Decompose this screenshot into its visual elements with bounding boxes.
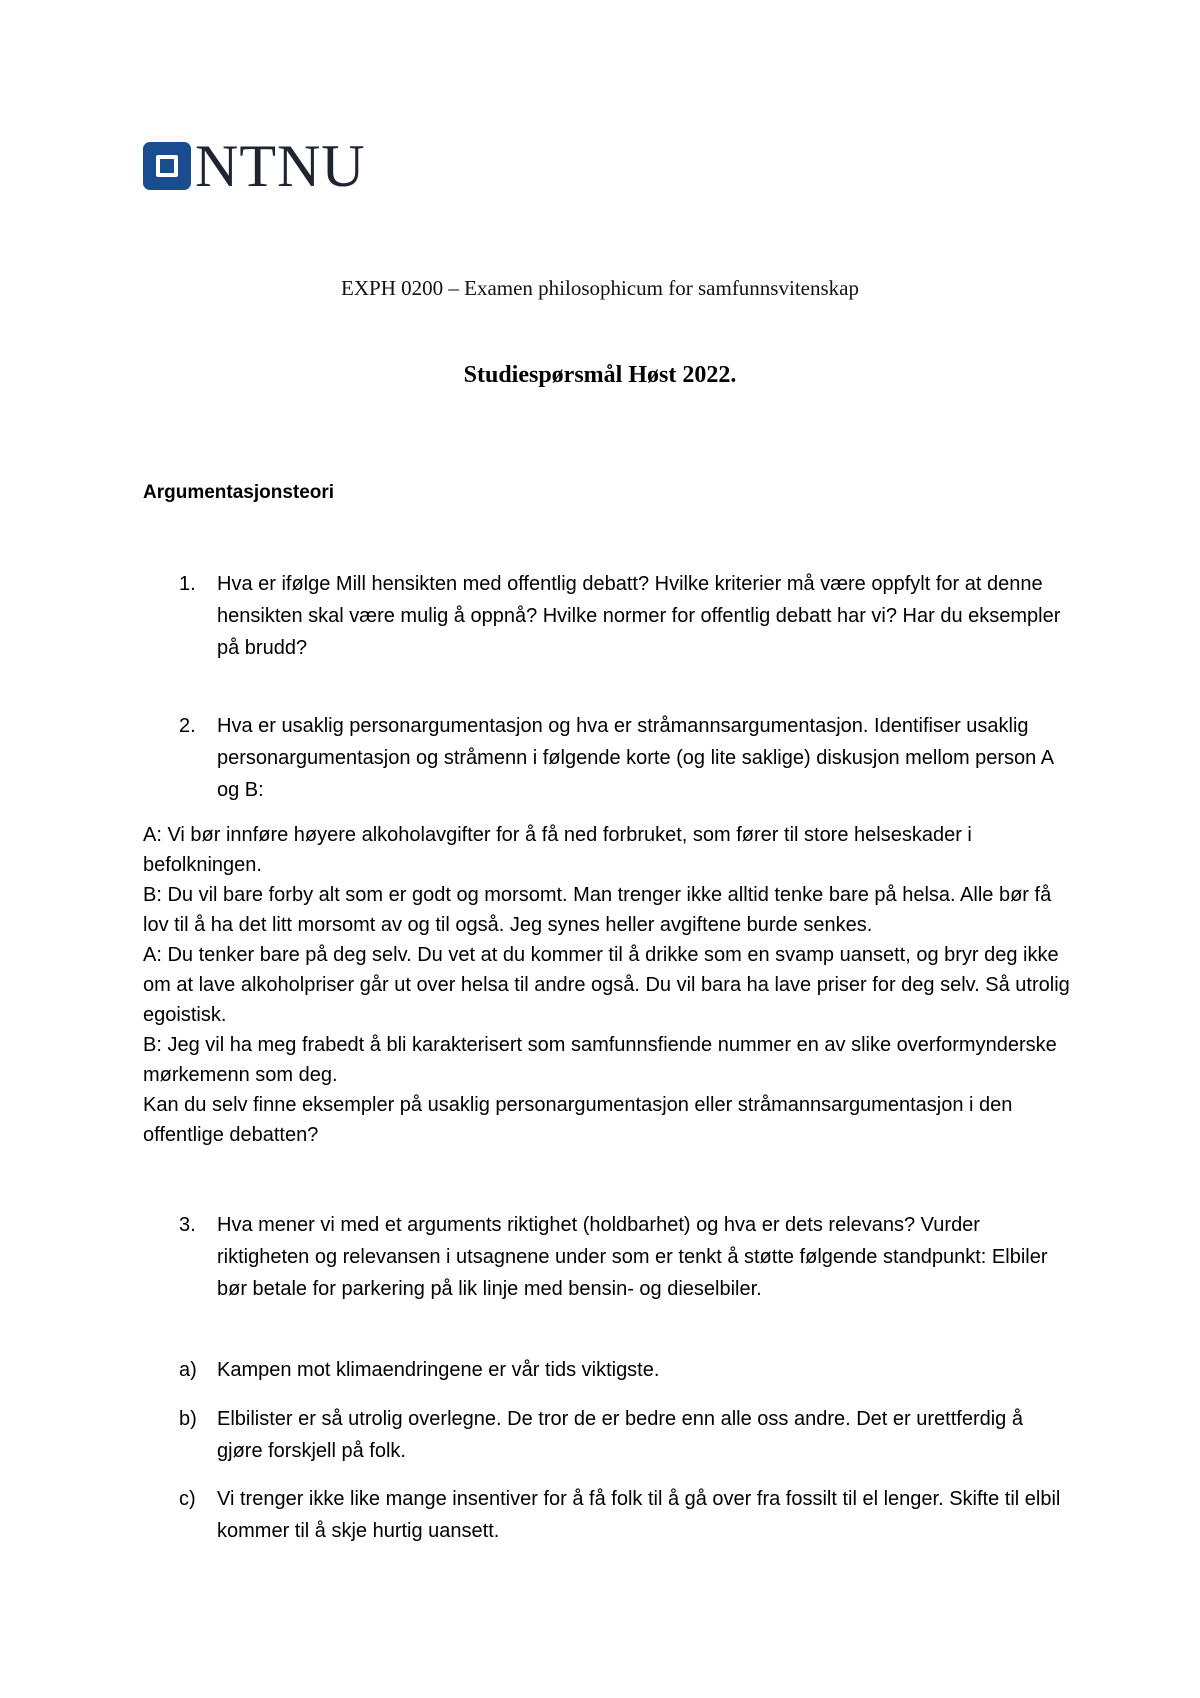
subitem-b <box>143 1403 1063 1467</box>
document-title: Studiespørsmål Høst 2022. <box>463 362 737 388</box>
question-3 <box>143 1209 1063 1305</box>
dialog-block <box>143 820 1073 1150</box>
dialog-line: B: Jeg vil ha meg frabedt å bli karakterisert som samfunnsfiende nummer en av slike overformynderske mørkemenn som deg. <box>143 1034 1057 1086</box>
subitem-text: Vi trenger ikke like mange insentiver for å få folk til å gå over fra fossilt til el lenger. Skifte til elbil kommer til å skje hurtig uansett. <box>217 1488 1061 1542</box>
question-text: Hva er ifølge Mill hensikten med offentlig debatt? Hvilke kriterier må være oppfylt for at denne hensikten skal være mulig å oppnå? Hvilke normer for offentlig debatt har vi? Har du eksempler på brudd? <box>217 573 1061 659</box>
subitem-text: Kampen mot klimaendringene er vår tids viktigste. <box>217 1359 660 1381</box>
question-number: 3. <box>179 1214 196 1236</box>
section-heading: Argumentasjonsteori <box>143 482 335 503</box>
subitem-text: Elbilister er så utrolig overlegne. De tror de er bedre enn alle oss andre. Det er urettferdig å gjøre forskjell på folk. <box>217 1408 1023 1462</box>
ntnu-logo-icon <box>143 142 191 190</box>
question-text: Hva er usaklig personargumentasjon og hva er stråmannsargumentasjon. Identifiser usaklig personargumentasjon og stråmenn i følgende korte (og lite saklige) diskusjon mellom person A og B: <box>217 715 1053 801</box>
subitem-c <box>143 1483 1063 1547</box>
course-title: EXPH 0200 – Examen philosophicum for samfunnsvitenskap <box>341 276 859 300</box>
subitem-label: a) <box>179 1359 197 1381</box>
question-number: 1. <box>179 573 196 595</box>
question-2 <box>143 710 1063 806</box>
question-1 <box>143 568 1063 664</box>
subitem-label: b) <box>179 1408 197 1430</box>
dialog-line: A: Vi bør innføre høyere alkoholavgifter for å få ned forbruket, som fører til store helseskader i befolkningen. <box>143 824 972 876</box>
logo-text: NTNU <box>195 133 366 199</box>
subitem-label: c) <box>179 1488 196 1510</box>
question-text: Hva mener vi med et arguments riktighet (holdbarhet) og hva er dets relevans? Vurder riktigheten og relevansen i utsagnene under som er tenkt å støtte følgende standpunkt: Elbiler bør betale for parkering på lik linje med bensin- og dieselbiler. <box>217 1214 1048 1300</box>
dialog-line: A: Du tenker bare på deg selv. Du vet at du kommer til å drikke som en svamp uansett, og bryr deg ikke om at lave alkoholpriser går ut over helsa til andre også. Du vil bara ha lave priser for deg selv. Så utrolig egoistisk. <box>143 944 1070 1026</box>
question-number: 2. <box>179 715 196 737</box>
dialog-line: Kan du selv finne eksempler på usaklig personargumentasjon eller stråmannsargumentasjon i den offentlige debatten? <box>143 1094 1013 1146</box>
dialog-line: B: Du vil bare forby alt som er godt og morsomt. Man trenger ikke alltid tenke bare på helsa. Alle bør få lov til å ha det litt morsomt av og til også. Jeg synes heller avgiftene burde senkes. <box>143 884 1052 936</box>
subitem-a <box>143 1354 1063 1386</box>
ntnu-logo <box>143 133 366 199</box>
